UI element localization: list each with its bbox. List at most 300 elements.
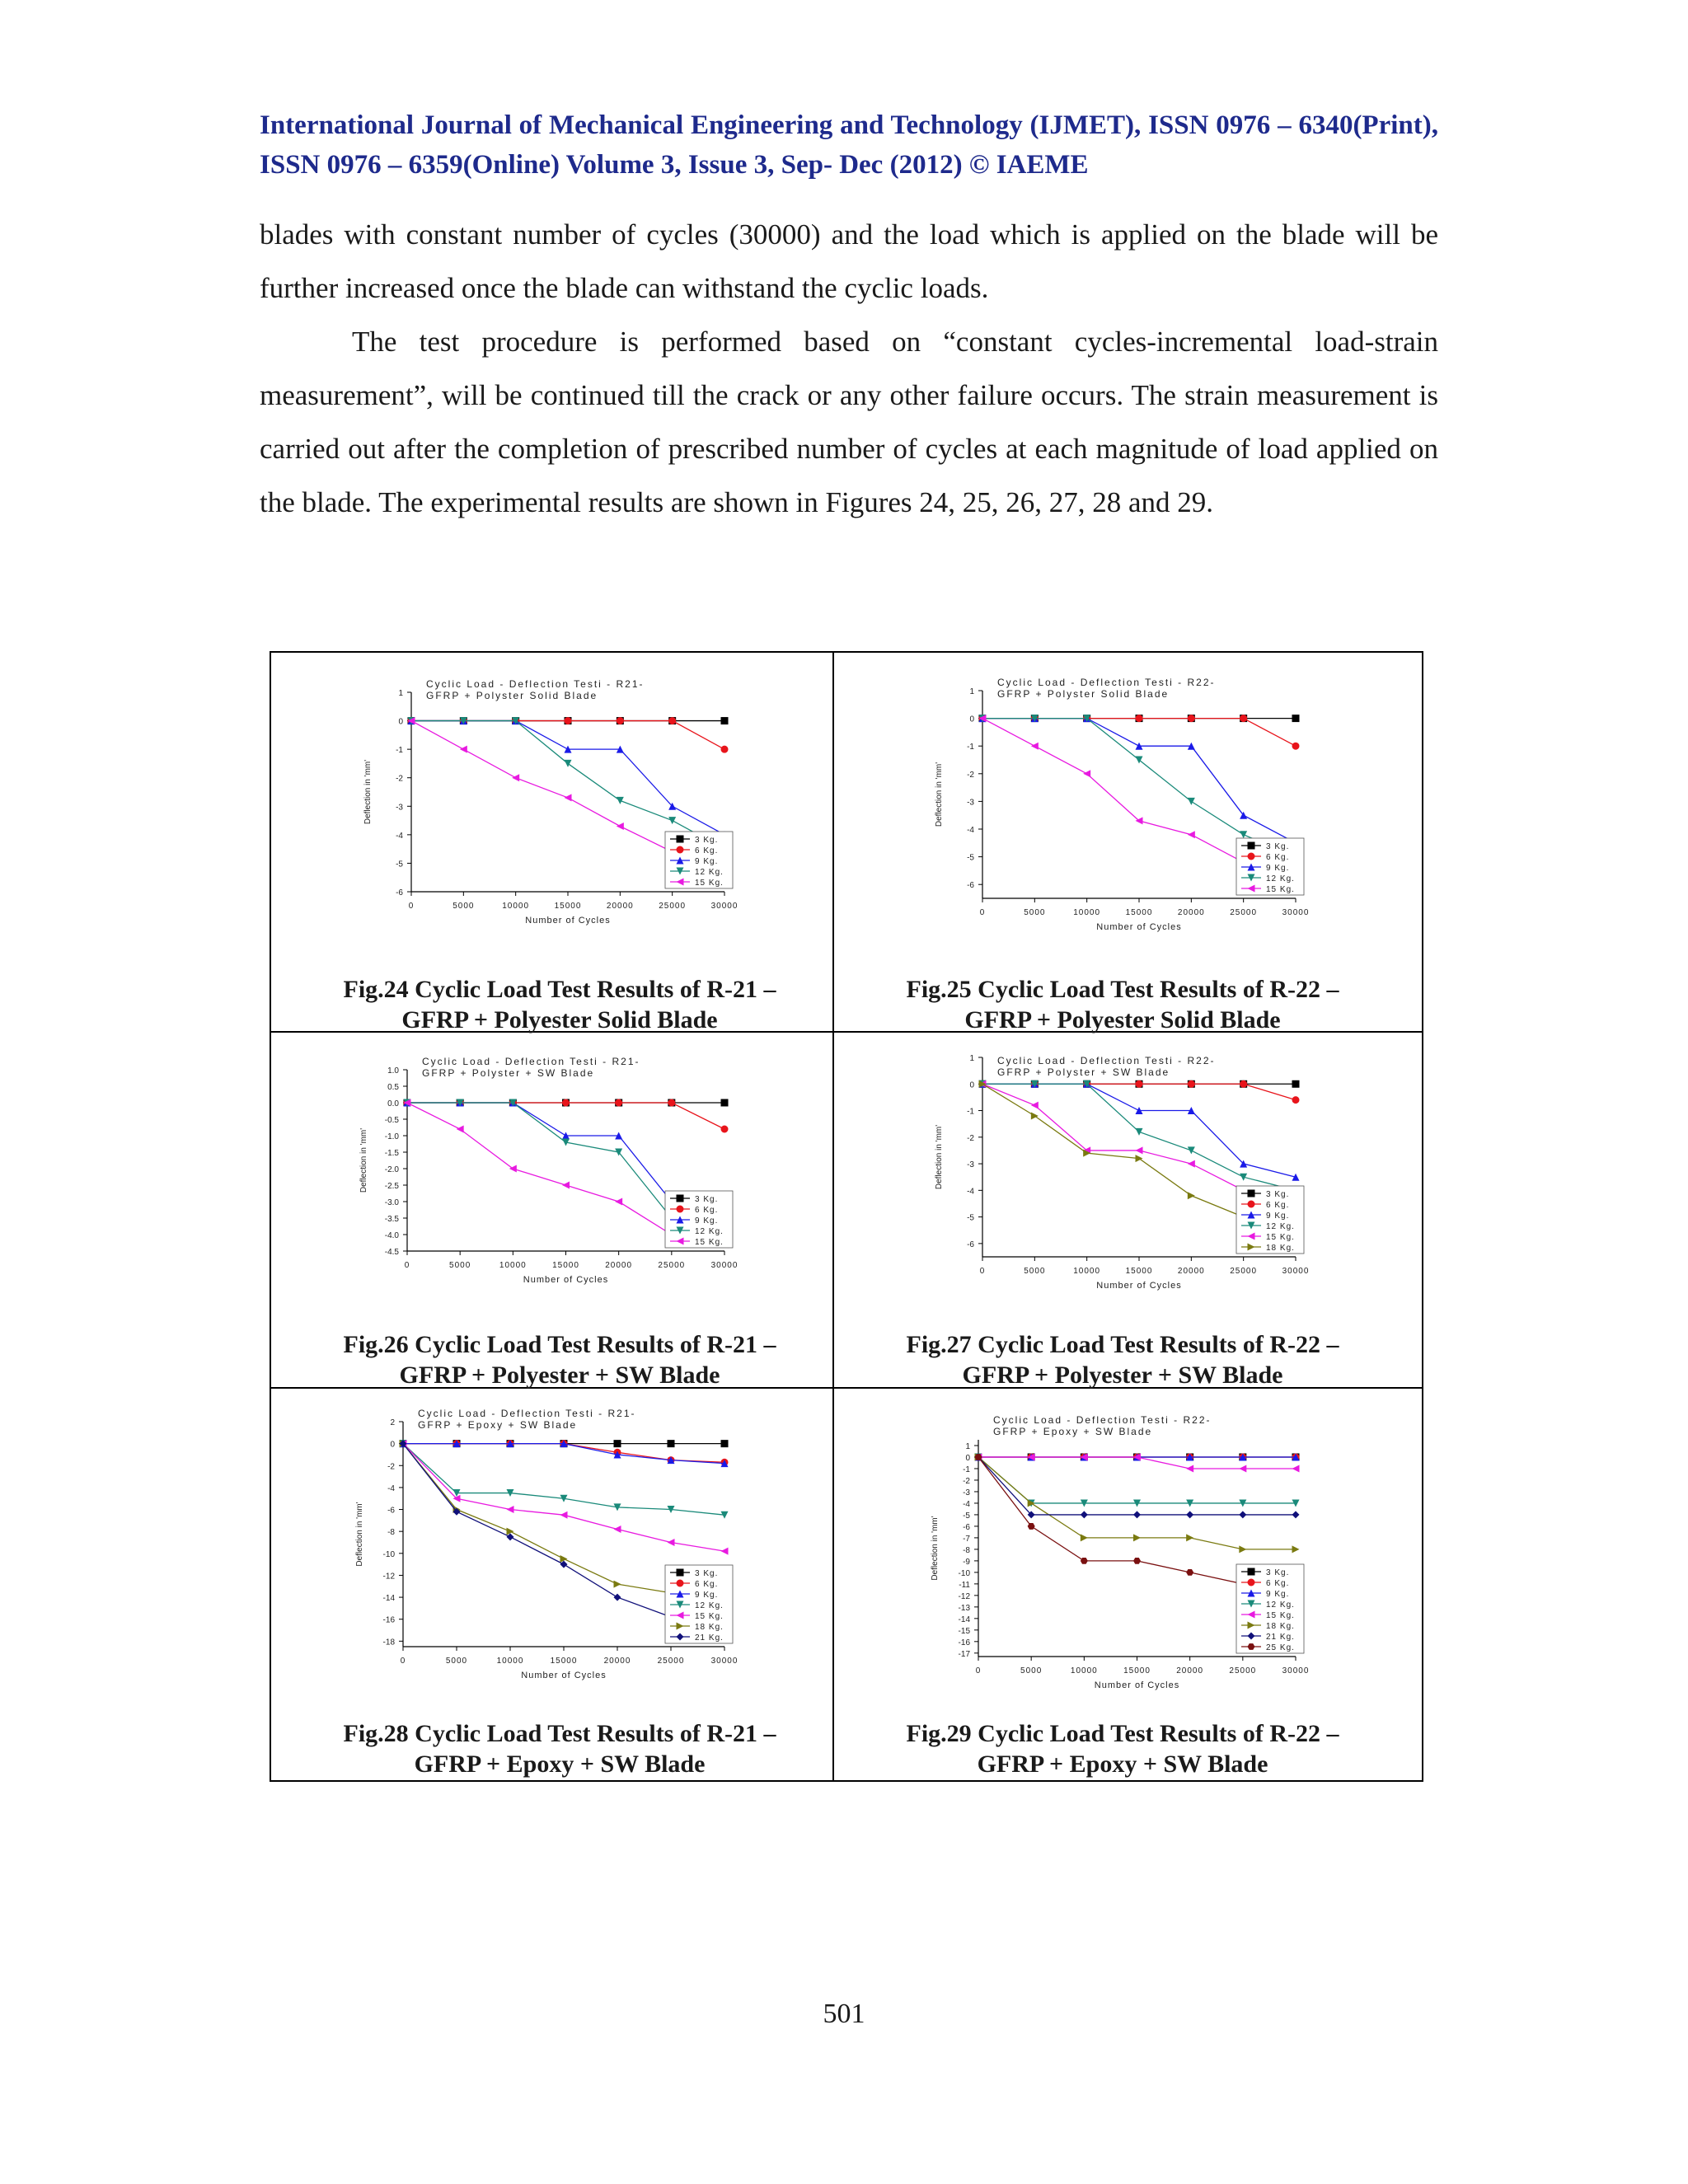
data-point — [1136, 1128, 1143, 1136]
data-point — [1292, 1096, 1300, 1104]
data-point — [1133, 1558, 1141, 1564]
figure-29-caption-line2: GFRP + Epoxy + SW Blade — [977, 1750, 1268, 1778]
legend-label: 18 Kg. — [1266, 1244, 1295, 1253]
legend-marker — [1248, 1201, 1255, 1208]
legend-label: 3 Kg. — [1266, 842, 1290, 851]
legend-label: 12 Kg. — [1266, 1222, 1295, 1231]
y-tick-label: -4 — [396, 831, 403, 841]
x-tick-label: 20000 — [1177, 908, 1205, 917]
data-point — [721, 1548, 729, 1555]
data-point — [1081, 1511, 1088, 1518]
data-point — [614, 1594, 621, 1601]
y-tick-label: -6 — [396, 888, 403, 898]
y-tick-label: -5 — [396, 860, 403, 869]
x-tick-label: 15000 — [1125, 908, 1153, 917]
legend-marker — [677, 1569, 684, 1577]
y-tick-label: 1 — [965, 1441, 970, 1451]
data-point — [721, 746, 729, 753]
figure-24-caption — [271, 974, 848, 1035]
y-tick-label: -13 — [958, 1603, 970, 1613]
legend-label: 9 Kg. — [1266, 1590, 1290, 1599]
y-axis-label: Deflection in 'mm' — [935, 762, 944, 827]
chart-title-line2: GFRP + Epoxy + SW Blade — [418, 1419, 578, 1431]
data-point — [1186, 1534, 1193, 1541]
chart-legend — [665, 1565, 733, 1643]
y-axis-label: Deflection in 'mm' — [355, 1502, 364, 1567]
legend-label: 9 Kg. — [695, 857, 719, 866]
y-tick-label: -7 — [963, 1534, 970, 1544]
data-point — [617, 823, 624, 830]
y-axis-label: Deflection in 'mm' — [359, 1127, 368, 1193]
data-point — [1081, 1534, 1088, 1541]
legend-label: 9 Kg. — [1266, 864, 1290, 873]
legend-label: 21 Kg. — [1266, 1633, 1295, 1642]
data-point — [512, 774, 519, 781]
data-point — [1292, 1174, 1300, 1181]
x-tick-label: 5000 — [1024, 908, 1046, 917]
x-tick-label: 15000 — [550, 1657, 578, 1666]
y-tick-label: -3 — [396, 803, 403, 813]
y-tick-label: -16 — [382, 1615, 395, 1625]
x-tick-label: 30000 — [1282, 908, 1310, 917]
legend-label: 3 Kg. — [1266, 1190, 1290, 1199]
data-point — [1136, 1155, 1143, 1162]
series-line — [411, 721, 724, 835]
x-tick-label: 25000 — [657, 1657, 685, 1666]
data-point — [721, 717, 729, 724]
data-point — [1188, 1146, 1195, 1154]
legend-marker — [677, 1206, 684, 1213]
y-tick-label: -4 — [963, 1499, 970, 1509]
data-point — [721, 1440, 729, 1447]
data-point — [721, 1126, 729, 1133]
y-tick-label: 1 — [969, 687, 974, 696]
x-tick-label: 0 — [404, 1261, 410, 1270]
figure-28-caption — [271, 1718, 848, 1779]
y-tick-label: -0.5 — [384, 1116, 399, 1125]
x-tick-label: 20000 — [1176, 1666, 1204, 1675]
series-12kg — [400, 1440, 729, 1519]
y-tick-label: 0.0 — [387, 1099, 399, 1108]
series-line — [982, 719, 1296, 747]
y-tick-label: -8 — [387, 1528, 395, 1538]
series-9kg — [979, 715, 1300, 846]
figure-28-caption-line1: Fig.28 Cyclic Load Test Results of R-21 – — [343, 1720, 776, 1747]
legend-label: 15 Kg. — [1266, 1611, 1295, 1620]
data-point — [1240, 1174, 1247, 1181]
x-tick-label: 5000 — [449, 1261, 471, 1270]
x-tick-label: 20000 — [1177, 1267, 1205, 1276]
data-point — [1133, 1534, 1141, 1541]
data-point — [617, 717, 624, 724]
figure-24-caption-line1: Fig.24 Cyclic Load Test Results of R-21 – — [343, 976, 776, 1003]
data-point — [1136, 715, 1143, 722]
x-tick-label: 30000 — [710, 902, 738, 911]
chart-title-line2: GFRP + Polyster Solid Blade — [426, 690, 598, 701]
y-axis-label: Deflection in 'mm' — [363, 759, 373, 825]
data-point — [617, 797, 624, 804]
x-tick-label: 15000 — [1125, 1267, 1153, 1276]
y-tick-label: -6 — [387, 1506, 395, 1516]
data-point — [1292, 1080, 1300, 1088]
y-tick-label: -3 — [963, 1488, 970, 1497]
data-point — [1292, 715, 1300, 722]
data-point — [668, 1539, 675, 1546]
y-tick-label: -3 — [967, 798, 974, 808]
x-axis-label: Number of Cycles — [1096, 1281, 1182, 1291]
legend-label: 18 Kg. — [695, 1623, 724, 1632]
page-number: 501 — [823, 1999, 865, 2029]
y-tick-label: -4.0 — [384, 1231, 399, 1240]
data-point — [1133, 1511, 1141, 1518]
figure-27-chart — [834, 1033, 1411, 1321]
y-tick-label: 1.0 — [387, 1066, 399, 1076]
data-point — [1188, 1160, 1195, 1168]
legend-label: 3 Kg. — [695, 836, 719, 845]
y-tick-label: -9 — [963, 1557, 970, 1567]
legend-marker — [677, 1195, 684, 1202]
series-9kg — [408, 717, 729, 838]
series-12kg — [975, 1453, 1300, 1507]
x-tick-label: 25000 — [1229, 1666, 1257, 1675]
x-tick-label: 0 — [408, 902, 415, 911]
y-tick-label: -1.5 — [384, 1149, 399, 1158]
legend-label: 15 Kg. — [695, 879, 724, 888]
data-point — [1188, 1080, 1195, 1088]
x-tick-label: 25000 — [659, 902, 687, 911]
y-tick-label: 0.5 — [387, 1083, 399, 1092]
legend-marker — [677, 836, 684, 843]
data-point — [614, 1440, 621, 1447]
y-tick-label: -3 — [967, 1160, 974, 1170]
y-tick-label: -14 — [958, 1615, 970, 1624]
y-tick-label: 1 — [969, 1054, 974, 1063]
y-tick-label: -11 — [959, 1580, 970, 1590]
y-tick-label: -10 — [958, 1568, 970, 1578]
x-tick-label: 20000 — [605, 1261, 633, 1270]
data-point — [668, 1099, 675, 1107]
figure-27-cell — [834, 1033, 1411, 1387]
figure-25-caption-line1: Fig.25 Cyclic Load Test Results of R-22 – — [906, 976, 1339, 1003]
x-tick-label: 0 — [975, 1666, 982, 1675]
x-tick-label: 15000 — [552, 1261, 579, 1270]
figure-25-caption — [834, 974, 1411, 1035]
legend-label: 9 Kg. — [1266, 1212, 1290, 1221]
data-point — [614, 1581, 621, 1588]
y-tick-label: -2 — [387, 1462, 395, 1472]
legend-label: 15 Kg. — [1266, 1233, 1295, 1242]
legend-label: 12 Kg. — [1266, 874, 1295, 883]
series-6kg — [404, 1099, 729, 1133]
x-tick-label: 10000 — [499, 1261, 527, 1270]
legend-label: 15 Kg. — [695, 1612, 724, 1621]
y-tick-label: -3.5 — [384, 1215, 399, 1224]
y-tick-label: -14 — [382, 1594, 395, 1604]
x-tick-label: 30000 — [1282, 1267, 1310, 1276]
data-point — [565, 717, 572, 724]
figure-26-caption-line2: GFRP + Polyester + SW Blade — [399, 1361, 720, 1389]
y-tick-label: -12 — [958, 1591, 970, 1601]
series-line — [411, 721, 724, 750]
x-tick-label: 5000 — [445, 1657, 468, 1666]
legend-label: 3 Kg. — [695, 1195, 719, 1204]
legend-label: 6 Kg. — [1266, 1579, 1290, 1588]
x-tick-label: 20000 — [606, 902, 634, 911]
legend-label: 18 Kg. — [1266, 1622, 1295, 1631]
data-point — [668, 817, 676, 824]
x-tick-label: 25000 — [1230, 1267, 1258, 1276]
legend-label: 25 Kg. — [1266, 1643, 1295, 1652]
y-tick-label: -4.5 — [384, 1248, 399, 1257]
x-tick-label: 15000 — [1123, 1666, 1151, 1675]
x-tick-label: 25000 — [658, 1261, 686, 1270]
series-15kg — [975, 1453, 1300, 1472]
y-tick-label: -1 — [963, 1465, 970, 1474]
figure-26-caption — [271, 1329, 848, 1390]
series-line — [978, 1457, 1296, 1503]
data-point — [1031, 743, 1039, 750]
journal-header: International Journal of Mechanical Engineering and Technology (IJMET), ISSN 0976 – 6340(Print), ISSN 0976 – 6359(Online) Volume 3, Issue 3, Sep- Dec (2012) © IAEME — [260, 110, 1438, 180]
chart-title-line1: Cyclic Load - Deflection Testi - R22- — [997, 677, 1216, 688]
data-point — [1136, 1080, 1143, 1088]
y-tick-label: 0 — [969, 1080, 974, 1090]
legend-label: 3 Kg. — [695, 1569, 719, 1578]
y-tick-label: -2.5 — [384, 1182, 399, 1191]
data-point — [1186, 1569, 1193, 1576]
chart-legend — [1236, 838, 1304, 895]
chart-legend — [665, 1191, 733, 1248]
data-point — [1031, 1102, 1039, 1109]
x-tick-label: 5000 — [452, 902, 475, 911]
series-12kg — [979, 1080, 1300, 1194]
y-tick-label: -6 — [963, 1522, 970, 1532]
chart-title-line2: GFRP + Epoxy + SW Blade — [993, 1426, 1153, 1437]
y-tick-label: -1 — [396, 746, 403, 756]
y-tick-label: -2 — [967, 1133, 974, 1143]
figure-26-cell — [271, 1033, 848, 1387]
figure-29-cell — [834, 1389, 1411, 1782]
data-point — [1240, 831, 1247, 838]
figure-25-cell — [834, 653, 1411, 1031]
x-tick-label: 15000 — [554, 902, 582, 911]
chart-title-line1: Cyclic Load - Deflection Testi - R22- — [997, 1055, 1216, 1066]
chart-legend — [1236, 1564, 1304, 1653]
series-line — [411, 721, 724, 850]
x-tick-label: 0 — [979, 908, 986, 917]
x-tick-label: 10000 — [1073, 1267, 1101, 1276]
y-tick-label: -2 — [396, 774, 403, 784]
data-point — [615, 1198, 622, 1206]
data-point — [1188, 798, 1195, 805]
body-text — [260, 208, 1438, 529]
figure-26-caption-line1: Fig.26 Cyclic Load Test Results of R-21 – — [343, 1331, 776, 1358]
data-point — [614, 1526, 621, 1533]
x-axis-label: Number of Cycles — [1094, 1680, 1180, 1690]
y-tick-label: -12 — [382, 1572, 395, 1582]
x-axis-label: Number of Cycles — [521, 1671, 607, 1680]
y-tick-label: -5 — [967, 1213, 974, 1223]
figure-27-caption-line1: Fig.27 Cyclic Load Test Results of R-22 – — [906, 1331, 1339, 1358]
x-tick-label: 25000 — [1230, 908, 1258, 917]
data-point — [562, 1182, 570, 1189]
x-axis-label: Number of Cycles — [523, 1275, 609, 1285]
data-point — [1239, 1511, 1246, 1518]
x-tick-label: 5000 — [1024, 1267, 1046, 1276]
legend-label: 12 Kg. — [695, 868, 724, 877]
data-point — [1240, 1080, 1247, 1088]
data-point — [565, 794, 572, 801]
figure-29-caption — [834, 1718, 1411, 1779]
x-axis-label: Number of Cycles — [1096, 922, 1182, 932]
data-point — [1136, 1146, 1143, 1154]
data-point — [1292, 743, 1300, 750]
y-tick-label: 0 — [390, 1440, 395, 1450]
legend-marker — [677, 1580, 684, 1587]
chart-legend — [1236, 1186, 1304, 1254]
y-tick-label: -1.0 — [384, 1132, 399, 1141]
figure-table — [270, 651, 1423, 1782]
figure-25-chart — [834, 653, 1411, 958]
y-tick-label: -5 — [967, 853, 974, 863]
series-line — [982, 719, 1296, 857]
data-point — [1240, 715, 1247, 722]
x-tick-label: 30000 — [710, 1657, 738, 1666]
y-tick-label: -1 — [967, 1107, 974, 1117]
x-tick-label: 10000 — [496, 1657, 524, 1666]
paragraph-2: The test procedure is performed based on “constant cycles-incremental load-strain measurement”, will be continued till the crack or any other failure occurs. The strain measurement is carried out after the completion of prescribed number of cycles at each magnitude of load applied on the blade. The experimental results are shown in Figures 24, 25, 26, 27, 28 and 29. — [260, 326, 1438, 518]
chart-title-line1: Cyclic Load - Deflection Testi - R21- — [422, 1056, 640, 1067]
y-axis-label: Deflection in 'mm' — [931, 1516, 940, 1581]
figure-29-caption-line1: Fig.29 Cyclic Load Test Results of R-22 – — [906, 1720, 1339, 1747]
legend-label: 15 Kg. — [695, 1238, 724, 1247]
y-tick-label: -2.0 — [384, 1165, 399, 1174]
y-tick-label: -1 — [967, 743, 974, 752]
data-point — [1031, 1112, 1039, 1119]
legend-marker — [1248, 1568, 1255, 1576]
figure-24-cell — [271, 653, 848, 1031]
data-point — [562, 1099, 570, 1107]
series-line — [982, 1084, 1296, 1190]
figure-25-caption-line2: GFRP + Polyester Solid Blade — [964, 1006, 1281, 1033]
legend-label: 6 Kg. — [695, 1206, 719, 1215]
figure-27-caption — [834, 1329, 1411, 1390]
data-point — [1083, 770, 1090, 777]
data-point — [1239, 1545, 1246, 1553]
figure-24-caption-line2: GFRP + Polyester Solid Blade — [401, 1006, 718, 1033]
data-point — [1292, 1465, 1300, 1472]
data-point — [668, 1440, 675, 1447]
chart-title-line2: GFRP + Polyster + SW Blade — [422, 1067, 595, 1079]
y-tick-label: -2 — [967, 770, 974, 780]
legend-label: 12 Kg. — [1266, 1601, 1295, 1610]
x-tick-label: 20000 — [603, 1657, 631, 1666]
legend-label: 6 Kg. — [695, 846, 719, 855]
y-tick-label: -18 — [382, 1638, 395, 1647]
x-axis-label: Number of Cycles — [525, 916, 611, 926]
figure-27-caption-line2: GFRP + Polyester + SW Blade — [962, 1361, 1283, 1389]
legend-label: 9 Kg. — [695, 1216, 719, 1226]
chart-title-line1: Cyclic Load - Deflection Testi - R21- — [426, 678, 645, 690]
paragraph-1: blades with constant number of cycles (30000) and the load which is applied on the blade will be further increased once the blade can withstand the cyclic loads. — [260, 218, 1438, 304]
x-tick-label: 10000 — [1073, 908, 1101, 917]
y-tick-label: -15 — [958, 1626, 970, 1636]
y-tick-label: 1 — [398, 689, 403, 698]
x-tick-label: 30000 — [1282, 1666, 1310, 1675]
legend-marker — [1248, 853, 1255, 860]
y-tick-label: -8 — [963, 1545, 970, 1555]
x-tick-label: 0 — [979, 1267, 986, 1276]
series-21kg — [975, 1453, 1300, 1518]
x-tick-label: 10000 — [502, 902, 530, 911]
y-tick-label: -4 — [387, 1483, 395, 1493]
data-point — [507, 1506, 514, 1513]
y-tick-label: -2 — [963, 1476, 970, 1486]
chart-title-line1: Cyclic Load - Deflection Testi - R22- — [993, 1414, 1212, 1426]
data-point — [1188, 1192, 1195, 1199]
legend-label: 9 Kg. — [695, 1591, 719, 1600]
y-tick-label: -17 — [958, 1649, 970, 1659]
legend-label: 6 Kg. — [1266, 853, 1290, 862]
y-tick-label: -3.0 — [384, 1198, 399, 1207]
y-tick-label: -4 — [967, 826, 974, 835]
figure-28-caption-line2: GFRP + Epoxy + SW Blade — [414, 1750, 706, 1778]
figure-24-chart — [271, 653, 832, 958]
data-point — [457, 1126, 464, 1133]
y-tick-label: 0 — [965, 1453, 970, 1463]
legend-marker — [677, 846, 684, 854]
legend-marker — [1248, 1579, 1255, 1586]
chart-title-line2: GFRP + Polyster Solid Blade — [997, 688, 1170, 700]
data-point — [460, 746, 467, 753]
x-tick-label: 0 — [400, 1657, 406, 1666]
series-15kg — [979, 1080, 1300, 1200]
data-point — [1239, 1465, 1246, 1472]
y-tick-label: 0 — [398, 717, 403, 727]
y-tick-label: -4 — [967, 1187, 974, 1197]
data-point — [560, 1511, 568, 1519]
figure-28-chart — [271, 1389, 832, 1706]
figure-29-chart — [834, 1389, 1411, 1706]
legend-label: 21 Kg. — [695, 1633, 724, 1643]
chart-title-line1: Cyclic Load - Deflection Testi - R21- — [418, 1408, 636, 1419]
figure-28-cell — [271, 1389, 848, 1782]
data-point — [615, 1099, 622, 1107]
y-tick-label: 0 — [969, 715, 974, 724]
data-point — [1186, 1511, 1193, 1518]
y-tick-label: 2 — [390, 1418, 395, 1427]
y-tick-label: -10 — [382, 1549, 395, 1559]
legend-label: 12 Kg. — [695, 1227, 724, 1236]
x-tick-label: 10000 — [1070, 1666, 1098, 1675]
legend-label: 3 Kg. — [1266, 1568, 1290, 1577]
legend-label: 15 Kg. — [1266, 885, 1295, 894]
x-tick-label: 5000 — [1020, 1666, 1043, 1675]
x-tick-label: 30000 — [710, 1261, 738, 1270]
legend-marker — [1248, 1190, 1255, 1197]
series-line — [407, 1103, 724, 1129]
data-point — [1188, 715, 1195, 722]
y-tick-label: -6 — [967, 881, 974, 891]
data-point — [565, 760, 572, 767]
y-axis-label: Deflection in 'mm' — [935, 1124, 944, 1190]
series-9kg — [404, 1099, 729, 1206]
chart-legend — [665, 832, 733, 888]
data-point — [668, 717, 676, 724]
legend-label: 6 Kg. — [695, 1580, 719, 1589]
y-tick-label: -6 — [967, 1240, 974, 1249]
y-tick-label: -5 — [963, 1511, 970, 1521]
legend-label: 6 Kg. — [1266, 1201, 1290, 1210]
